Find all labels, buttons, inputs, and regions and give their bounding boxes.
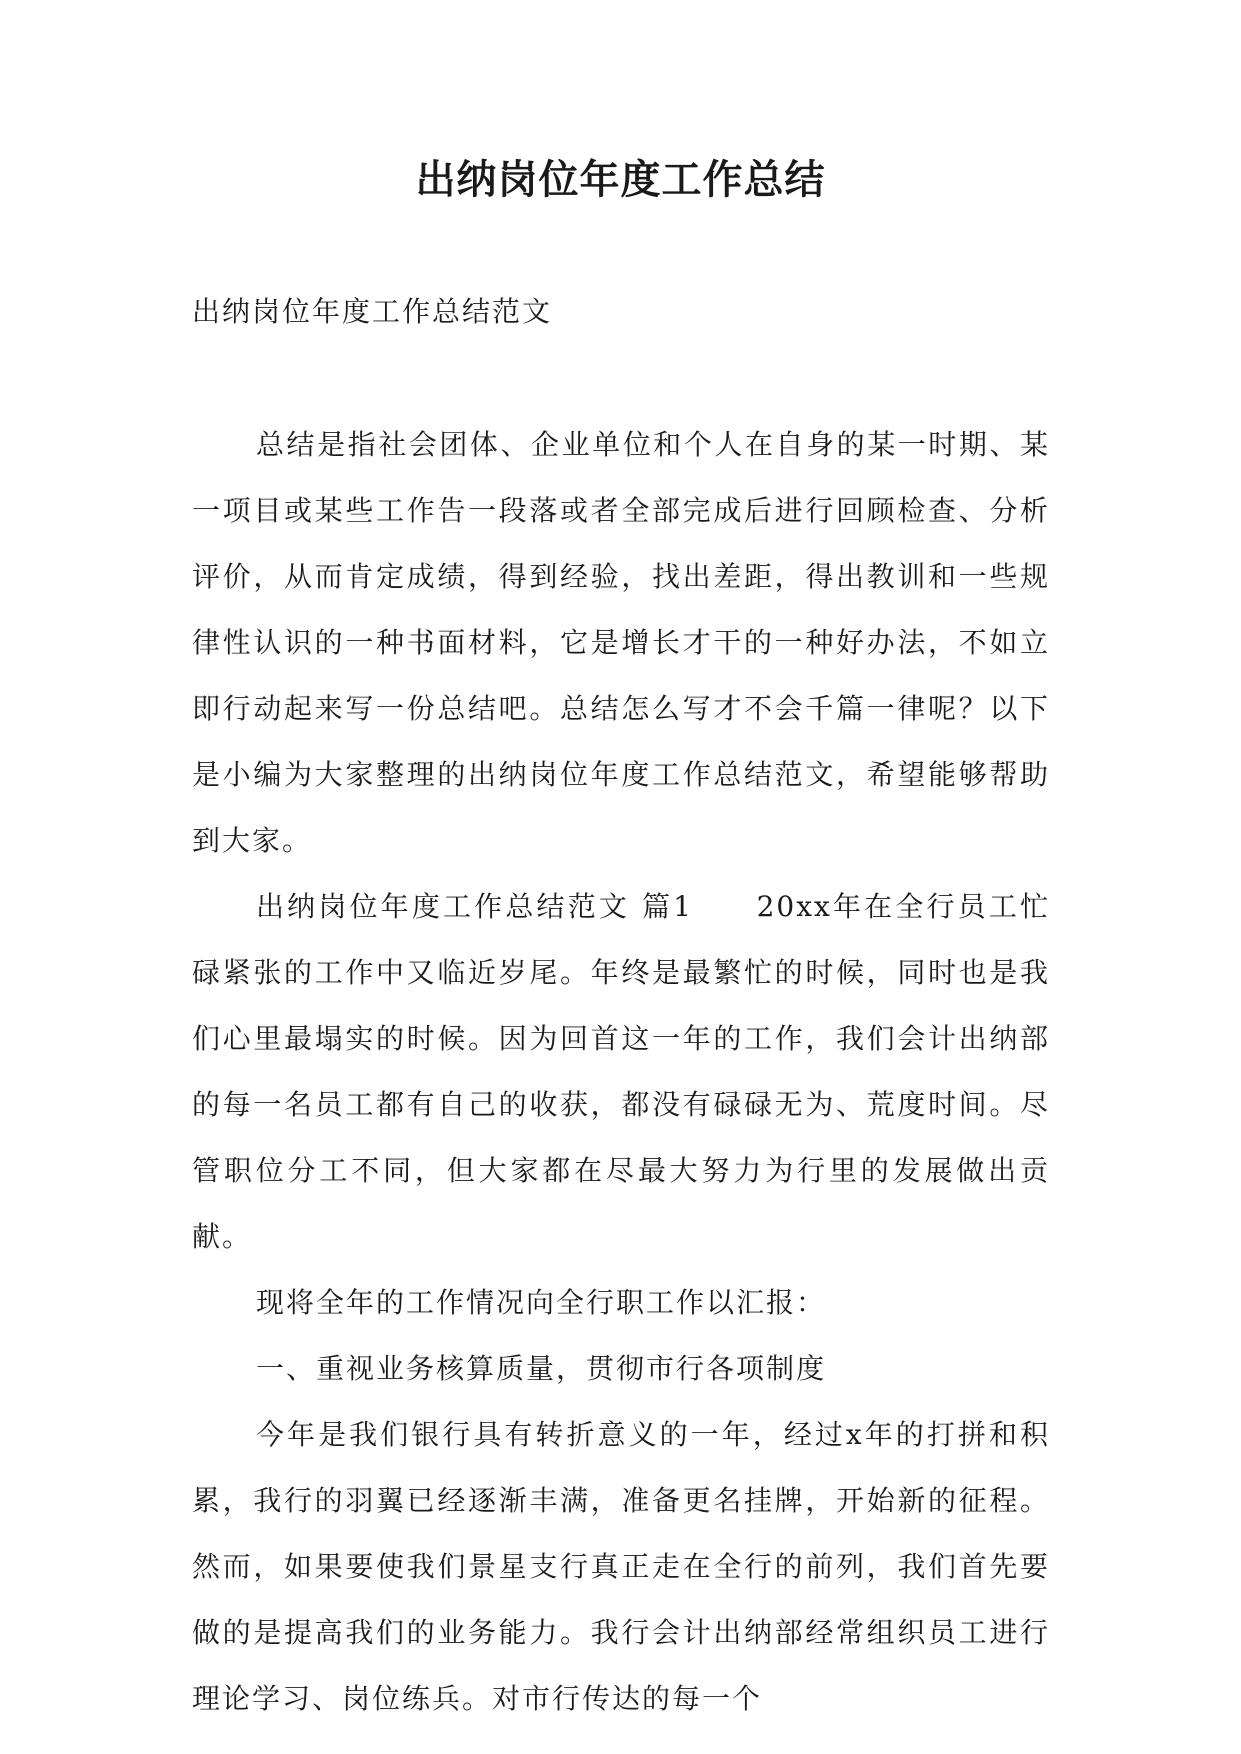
- document-body: [192, 412, 1050, 1732]
- paragraph-content: 今年是我们银行具有转折意义的一年，经过x年的打拼和积累，我行的羽翼已经逐渐丰满，准备更名挂牌，开始新的征程。然而，如果要使我们景星支行真正走在全行的前列，我们首先要做的是提高我们的业务能力。我行会计出纳部经常组织员工进行理论学习、岗位练兵。对市行传达的每一个: [192, 1418, 1050, 1715]
- document-subtitle: 出纳岗位年度工作总结范文: [192, 295, 553, 328]
- paragraph-heading-1: 一、重视业务核算质量，贯彻市行各项制度: [256, 1352, 827, 1385]
- paragraph-intro: 总结是指社会团体、企业单位和个人在自身的某一时期、某一项目或某些工作告一段落或者全部完成后进行回顾检查、分析评价，从而肯定成绩，得到经验，找出差距，得出教训和一些规律性认识的一种书面材料，它是增长才干的一种好办法，不如立即行动起来写一份总结吧。总结怎么写才不会千篇一律呢？以下是小编为大家整理的出纳岗位年度工作总结范文，希望能够帮助到大家。: [192, 428, 1050, 857]
- paragraph-report-intro: 现将全年的工作情况向全行职工作以汇报：: [256, 1286, 827, 1319]
- document-title: 出纳岗位年度工作总结: [415, 157, 826, 203]
- paragraph-section-1: 出纳岗位年度工作总结范文 篇1 20xx年在全行员工忙碌紧张的工作中又临近岁尾。年终是最繁忙的时候，同时也是我们心里最塌实的时候。因为回首这一年的工作，我们会计出纳部的每一名员工都有自己的收获，都没有碌碌无为、荒度时间。尽管职位分工不同，但大家都在尽最大努力为行里的发展做出贡献。: [192, 890, 1050, 1253]
